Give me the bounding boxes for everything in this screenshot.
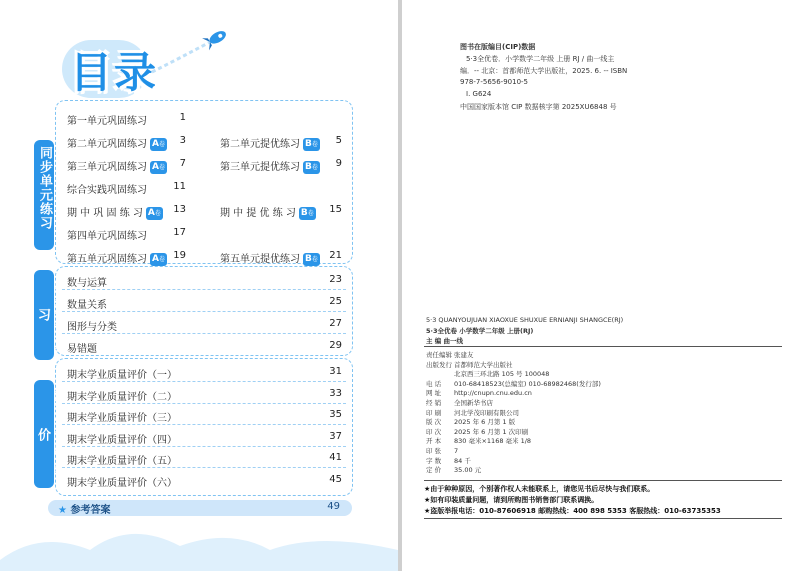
badge-a-icon — [146, 207, 163, 220]
badge-letter: B — [305, 138, 312, 149]
detail-row — [426, 398, 493, 407]
badge-suffix: 卷 — [158, 163, 165, 171]
cip-title: 图书在版编目(CIP)数据 — [460, 43, 536, 51]
toc-entry[interactable]: 期末学业质量评价（三） — [67, 413, 177, 424]
detail-row — [426, 465, 481, 474]
section-tab-eval[interactable] — [34, 380, 66, 488]
toc-page-number: 25 — [329, 296, 342, 307]
section-tab-label: 期末专项复习 — [35, 280, 66, 350]
section-tab-label: 同步单元练习 — [37, 146, 52, 230]
toc-entry[interactable] — [220, 250, 320, 266]
cip-line: Ⅰ. G624 — [466, 90, 492, 98]
cip-line: 编．-- 北京：首都师范大学出版社，2025. 6. -- ISBN — [460, 67, 628, 75]
star-icon: ★ — [58, 505, 67, 516]
divider — [424, 480, 782, 481]
pub-editor: 主 编 曲一线 — [426, 337, 464, 345]
toc-entry[interactable] — [67, 204, 163, 220]
detail-value: http://cnupn.cnu.edu.cn — [454, 389, 532, 398]
toc-entry[interactable] — [67, 158, 167, 174]
divider — [424, 518, 782, 519]
toc-page-number: 3 — [179, 135, 186, 146]
toc-entry-label: 第四单元巩固练习 — [67, 231, 147, 242]
toc-entry-label: 第一单元巩固练习 — [67, 116, 147, 127]
cip-line: 中国国家版本馆 CIP 数据核字第 2025XU6848 号 — [460, 103, 617, 111]
toc-entry[interactable]: 期末学业质量评价（六） — [67, 477, 177, 489]
toc-page-number: 31 — [329, 366, 342, 377]
toc-entry-label: 第三单元巩固练习 — [67, 162, 147, 173]
notice-line: ★由于种种原因，个别著作权人未能联系上，请您见书后尽快与我们联系。 — [424, 485, 655, 493]
detail-row — [426, 408, 519, 417]
cip-line: 5·3全优卷．小学数学二年级 上册 RJ / 曲一线主 — [466, 55, 615, 63]
detail-key: 印 张 — [426, 447, 442, 455]
detail-key: 印 次 — [426, 427, 442, 436]
toc-entry[interactable] — [67, 227, 147, 242]
toc-page-number: 27 — [329, 318, 342, 329]
toc-page-number: 15 — [329, 204, 342, 215]
toc-page-number: 37 — [329, 430, 342, 442]
toc-entry[interactable] — [67, 135, 167, 151]
detail-value: 830 毫米×1168 毫米 1/8 — [454, 437, 532, 446]
row-divider — [62, 333, 346, 334]
row-divider — [62, 467, 346, 468]
answer-page-number: 49 — [327, 501, 340, 512]
rocket-icon — [150, 28, 230, 78]
pub-title: 5·3全优卷 小学数学二年级 上册(RJ) — [426, 327, 534, 335]
row-divider — [62, 381, 346, 382]
toc-page-number: 41 — [329, 452, 342, 463]
detail-value: 首都师范大学出版社 — [454, 360, 513, 369]
toc-page-number: 23 — [329, 274, 342, 285]
cloud-decoration — [0, 520, 398, 571]
badge-suffix: 卷 — [311, 140, 318, 148]
detail-value: 张建友 — [454, 351, 474, 359]
detail-key: 网 址 — [426, 389, 442, 398]
badge-letter: B — [305, 253, 312, 264]
detail-row — [426, 417, 515, 426]
toc-entry[interactable]: 数量关系 — [67, 300, 107, 311]
detail-row — [426, 379, 601, 388]
detail-value: 北京西三环北路 105 号 100048 — [454, 370, 550, 379]
toc-entry-label: 第三单元提优练习 — [220, 162, 300, 173]
toc-entry[interactable] — [220, 158, 320, 174]
detail-row — [426, 456, 471, 465]
toc-entry[interactable]: 期末学业质量评价（四） — [67, 434, 177, 446]
toc-page-number: 9 — [335, 158, 342, 169]
detail-key: 版 次 — [426, 418, 442, 427]
detail-value: 2025 年 6 月第 1 次印刷 — [454, 427, 529, 436]
badge-letter: B — [305, 161, 312, 172]
badge-suffix: 卷 — [158, 255, 165, 263]
row-divider — [62, 289, 346, 290]
detail-value: 2025 年 6 月第 1 版 — [454, 418, 516, 427]
toc-page-number: 21 — [329, 250, 342, 261]
badge-letter: A — [147, 207, 155, 218]
section-tab-sync[interactable] — [34, 140, 54, 250]
toc-page-number: 13 — [173, 204, 186, 215]
toc-page-number: 33 — [329, 387, 342, 399]
detail-value: 84 千 — [454, 456, 471, 465]
answer-label[interactable] — [58, 501, 110, 516]
badge-suffix: 卷 — [154, 209, 161, 217]
answer-text: 参考答案 — [70, 505, 111, 516]
notice-line: ★盗版举报电话：010-87606918 邮购热线：400 898 5353 客服热线：010-63735353 — [424, 507, 721, 515]
toc-entry-label: 综合实践巩固练习 — [67, 185, 147, 196]
toc-entry[interactable] — [67, 250, 167, 266]
detail-row — [426, 369, 549, 378]
pub-title-pinyin: 5·3 QUANYOUJUAN XIAOXUE SHUXUE ERNIANJI SHANGCE(RJ) — [426, 316, 624, 324]
toc-page-number: 1 — [179, 112, 186, 123]
detail-value: 河北学茂印刷有限公司 — [454, 408, 519, 417]
toc-page-number: 29 — [329, 340, 342, 351]
toc-entry-label: 第五单元巩固练习 — [67, 254, 147, 265]
badge-b-icon — [299, 207, 316, 220]
toc-entry[interactable]: 数与运算 — [67, 278, 107, 289]
toc-entry-label: 第五单元提优练习 — [220, 254, 300, 265]
badge-letter: A — [152, 138, 159, 149]
detail-key: 开 本 — [426, 437, 442, 446]
toc-entry[interactable]: 易错题 — [67, 344, 97, 355]
toc-page-number: 11 — [173, 181, 186, 192]
toc-entry[interactable]: 期末学业质量评价（一） — [67, 370, 177, 381]
contents-page — [0, 0, 398, 571]
row-divider — [62, 424, 346, 425]
toc-page-number: 17 — [173, 227, 186, 238]
toc-entry[interactable] — [67, 112, 147, 127]
detail-key: 出版发行 — [426, 360, 452, 369]
notice-line: ★如有印装质量问题，请到所购图书销售部门联系调换。 — [424, 496, 599, 504]
detail-key: 印 刷 — [426, 408, 442, 417]
detail-value: 全国新华书店 — [454, 399, 493, 407]
row-divider — [62, 311, 346, 312]
detail-row — [426, 436, 531, 445]
toc-entry-label: 期 中 巩 固 练 习 — [67, 208, 143, 219]
badge-suffix: 卷 — [311, 255, 318, 263]
toc-entry-label: 期 中 提 优 练 习 — [220, 208, 296, 219]
page-title: 目录 — [70, 48, 159, 97]
detail-key: 责任编辑 — [426, 351, 452, 359]
toc-entry-label: 第二单元提优练习 — [220, 139, 300, 150]
toc-entry[interactable] — [67, 181, 147, 196]
section-tab-review[interactable] — [34, 270, 66, 360]
detail-value: 7 — [454, 447, 459, 455]
detail-row — [426, 350, 474, 359]
badge-suffix: 卷 — [307, 209, 314, 217]
detail-value: 35.00 元 — [454, 466, 482, 475]
toc-page-number: 35 — [329, 409, 342, 420]
badge-suffix: 卷 — [311, 163, 318, 171]
toc-entry-label: 第二单元巩固练习 — [67, 139, 147, 150]
section-tab-label: 期末学业质量评价 — [35, 388, 66, 480]
toc-entry[interactable]: 图形与分类 — [67, 322, 117, 333]
badge-suffix: 卷 — [158, 140, 165, 148]
badge-letter: A — [152, 253, 159, 264]
cip-line: 978-7-5656-9010-5 — [460, 78, 529, 86]
detail-key: 电 话 — [426, 379, 442, 388]
detail-row — [426, 388, 532, 397]
toc-entry[interactable]: 期末学业质量评价（二） — [67, 391, 177, 403]
toc-entry[interactable] — [220, 135, 320, 151]
detail-row — [426, 446, 458, 455]
detail-key: 定 价 — [426, 466, 442, 475]
toc-entry[interactable] — [220, 204, 316, 220]
row-divider — [62, 446, 346, 447]
badge-letter: A — [152, 161, 159, 172]
divider — [424, 346, 782, 347]
detail-value: 010-68418523(总编室) 010-68982468(发行部) — [454, 379, 601, 388]
row-divider — [62, 403, 346, 404]
detail-key: 字 数 — [426, 456, 442, 465]
toc-page-number: 45 — [329, 473, 342, 485]
detail-row — [426, 427, 528, 436]
detail-key: 经 销 — [426, 399, 442, 407]
toc-page-number: 19 — [173, 250, 186, 261]
toc-page-number: 5 — [335, 135, 342, 146]
toc-entry[interactable]: 期末学业质量评价（五） — [67, 456, 177, 467]
badge-letter: B — [300, 207, 308, 218]
toc-page-number: 7 — [179, 158, 186, 169]
detail-row — [426, 360, 513, 369]
